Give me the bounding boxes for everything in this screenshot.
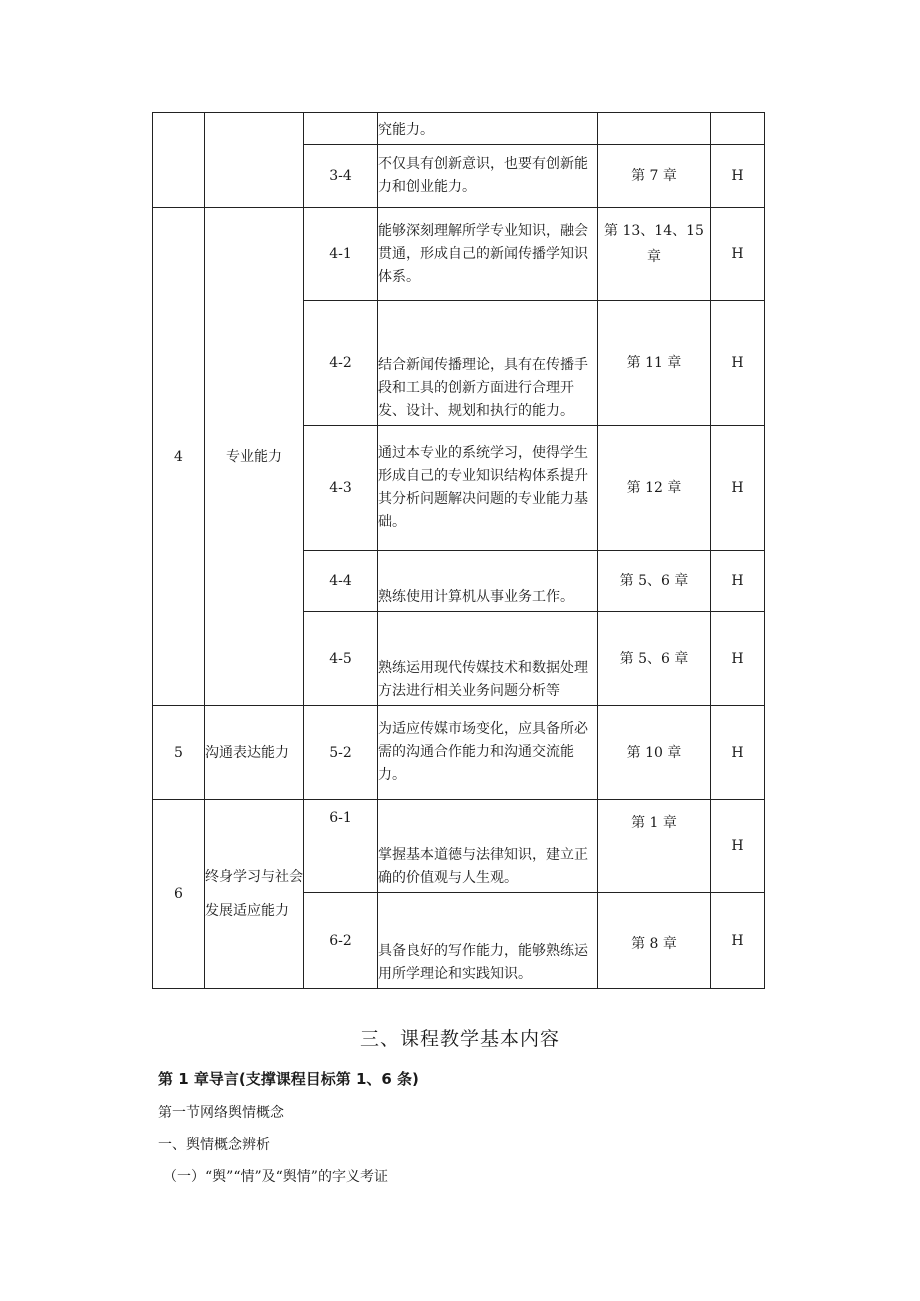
table-row xyxy=(153,113,765,145)
level-cell: H xyxy=(711,893,765,989)
chapter-cell: 第 12 章 xyxy=(598,426,711,551)
description-cell: 究能力。 xyxy=(378,113,598,145)
sub-number-cell xyxy=(304,113,378,145)
description-cell: 熟练使用计算机从事业务工作。 xyxy=(378,551,598,612)
description-cell: 掌握基本道德与法律知识，建立正确的价值观与人生观。 xyxy=(378,800,598,893)
table-row xyxy=(153,208,765,301)
group-number-cell: 5 xyxy=(153,706,205,800)
level-cell: H xyxy=(711,706,765,800)
sub-number-cell: 3-4 xyxy=(304,145,378,208)
table-row xyxy=(153,800,765,893)
level-cell: H xyxy=(711,208,765,301)
chapter-cell: 第 8 章 xyxy=(598,893,711,989)
sub-number-cell: 4-3 xyxy=(304,426,378,551)
chapter-cell: 第 13、14、15 章 xyxy=(598,208,711,301)
chapter-heading: 第 1 章导言(支撑课程目标第 1、6 条) xyxy=(158,1070,419,1088)
sub-number-cell: 4-1 xyxy=(304,208,378,301)
group-number-cell: 4 xyxy=(153,208,205,706)
sub-number-cell: 4-2 xyxy=(304,301,378,426)
ability-cell xyxy=(205,113,304,208)
level-cell: H xyxy=(711,612,765,706)
level-cell: H xyxy=(711,551,765,612)
description-cell: 为适应传媒市场变化，应具备所必需的沟通合作能力和沟通交流能力。 xyxy=(378,706,598,800)
sub-number-cell: 4-5 xyxy=(304,612,378,706)
level-cell xyxy=(711,113,765,145)
chapter-cell xyxy=(598,113,711,145)
chapter-cell: 第 1 章 xyxy=(598,800,711,893)
sub-number-cell: 4-4 xyxy=(304,551,378,612)
level-cell: H xyxy=(711,301,765,426)
description-cell: 能够深刻理解所学专业知识，融会贯通，形成自己的新闻传播学知识体系。 xyxy=(378,208,598,301)
description-cell: 结合新闻传播理论，具有在传播手段和工具的创新方面进行合理开发、设计、规划和执行的能力。 xyxy=(378,301,598,426)
chapter-cell: 第 5、6 章 xyxy=(598,551,711,612)
section-heading: 第一节网络舆情概念 xyxy=(158,1105,284,1121)
ability-cell: 沟通表达能力 xyxy=(205,706,304,800)
requirements-table xyxy=(152,112,765,989)
description-cell: 具备良好的写作能力，能够熟练运用所学理论和实践知识。 xyxy=(378,893,598,989)
ability-cell: 专业能力 xyxy=(205,208,304,706)
sub-number-cell: 6-2 xyxy=(304,893,378,989)
chapter-cell: 第 5、6 章 xyxy=(598,612,711,706)
description-cell: 熟练运用现代传媒技术和数据处理方法进行相关业务问题分析等 xyxy=(378,612,598,706)
ability-cell: 终身学习与社会发展适应能力 xyxy=(205,800,304,989)
item-heading: （一）“舆”“情”及“舆情”的字义考证 xyxy=(163,1169,388,1185)
subsection-heading: 一、舆情概念辨析 xyxy=(158,1137,270,1153)
description-cell: 通过本专业的系统学习，使得学生形成自己的专业知识结构体系提升其分析问题解决问题的专业能力基础。 xyxy=(378,426,598,551)
sub-number-cell: 5-2 xyxy=(304,706,378,800)
sub-number-cell: 6-1 xyxy=(304,800,378,893)
chapter-cell: 第 7 章 xyxy=(598,145,711,208)
description-cell: 不仅具有创新意识，也要有创新能力和创业能力。 xyxy=(378,145,598,208)
section-title: 三、课程教学基本内容 xyxy=(359,1028,560,1050)
table-row xyxy=(153,706,765,800)
level-cell: H xyxy=(711,800,765,893)
group-number-cell: 6 xyxy=(153,800,205,989)
level-cell: H xyxy=(711,426,765,551)
chapter-cell: 第 11 章 xyxy=(598,301,711,426)
group-number-cell xyxy=(153,113,205,208)
chapter-cell: 第 10 章 xyxy=(598,706,711,800)
level-cell: H xyxy=(711,145,765,208)
